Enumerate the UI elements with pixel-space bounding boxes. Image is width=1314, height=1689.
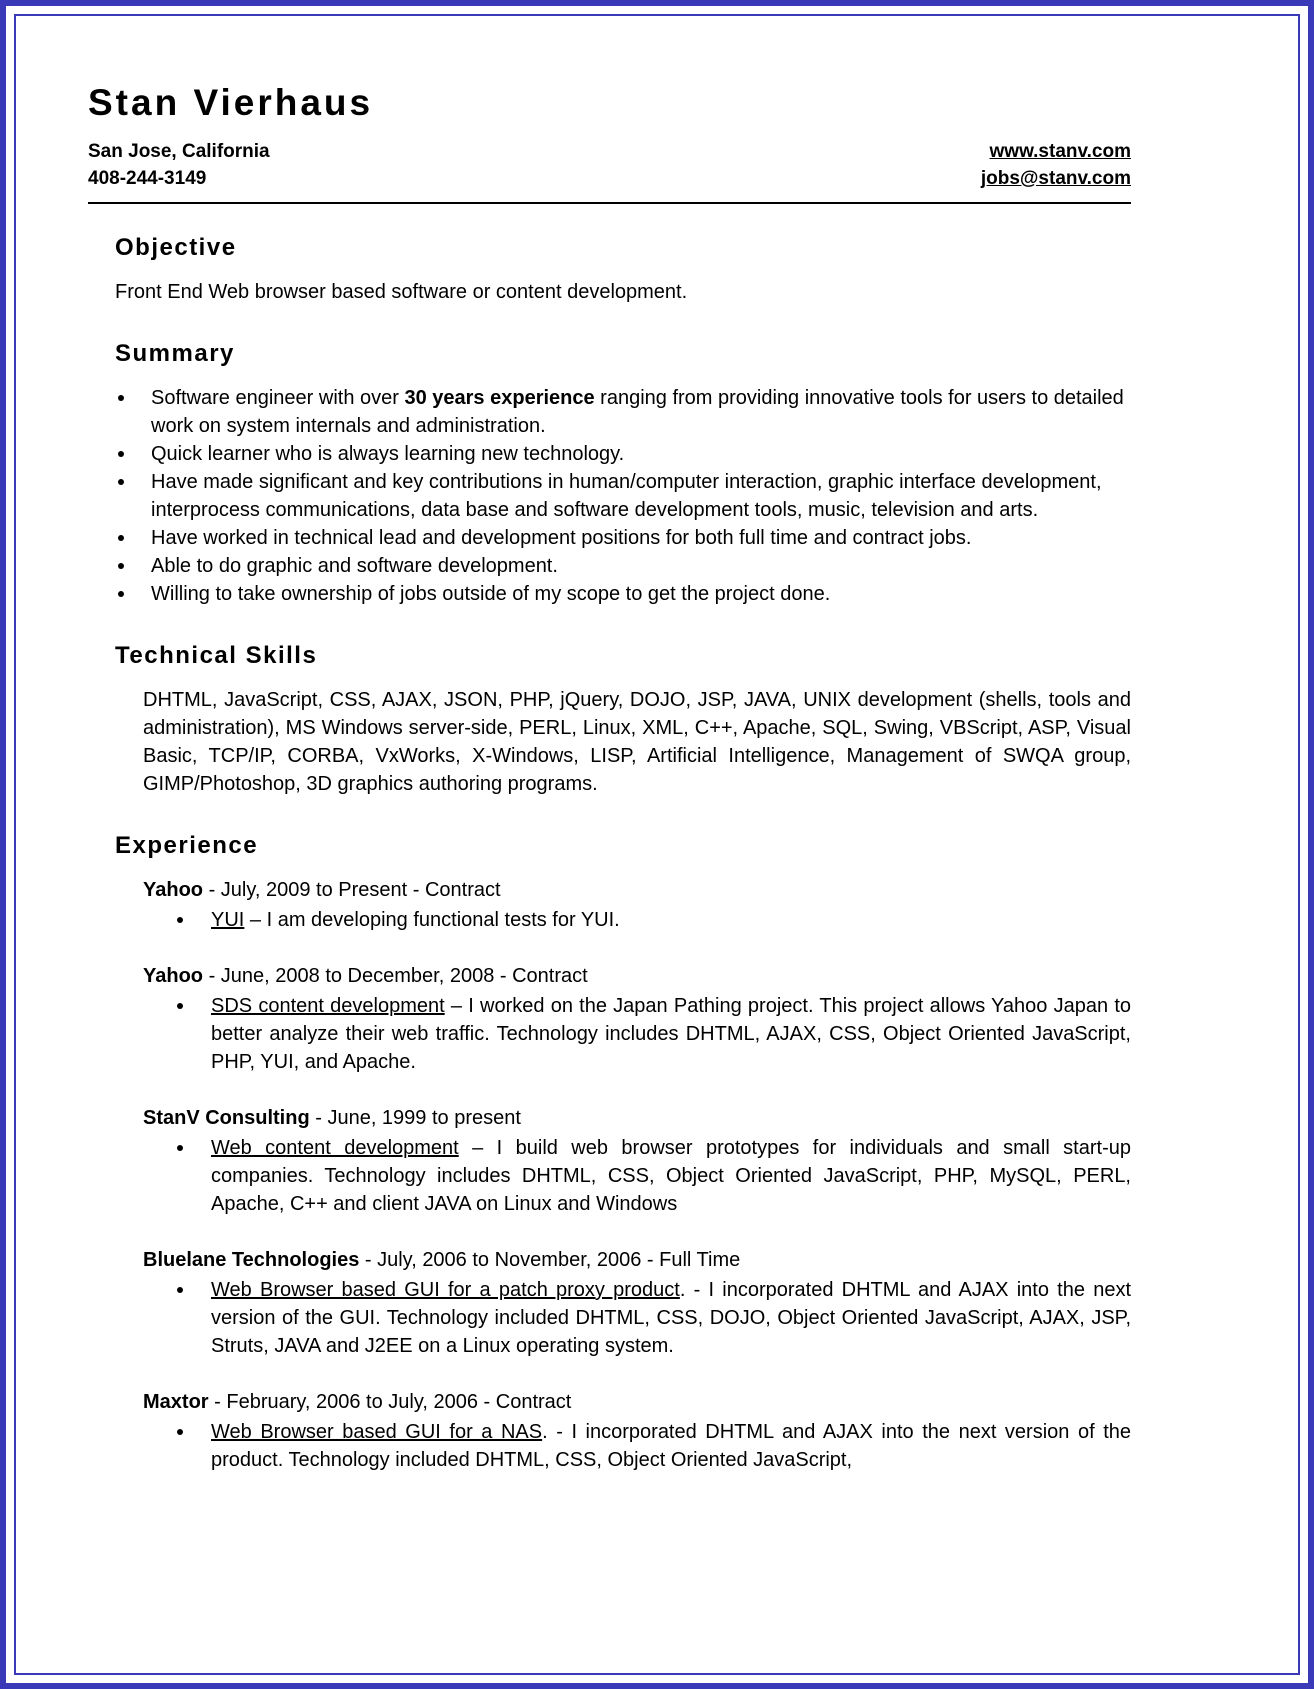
job-title-line <box>143 1246 1131 1274</box>
objective-heading: Objective <box>115 234 237 261</box>
job-bullet-text: – I worked on the Japan Pathing project. This project allows Yahoo Japan to better analyze their web traffic. Technology includes DHTML, AJAX, CSS, Object Oriented JavaScript, PHP, YUI, and Apache. <box>211 995 1131 1073</box>
header-divider <box>88 202 1131 204</box>
experience-job <box>143 876 1131 934</box>
job-bullet-list <box>177 992 1131 1076</box>
job-bullet <box>177 1134 1131 1218</box>
summary-bullet-list <box>115 384 1131 608</box>
experience-job <box>143 1104 1131 1218</box>
job-bullet-text: . - I incorporated DHTML and AJAX into the next version of the GUI. Technology included DHTML, CSS, DOJO, Object Oriented JavaScript, AJAX, JSP, Struts, JAVA and J2EE on a Linux operating system. <box>211 1279 1131 1357</box>
resume-document <box>88 82 1131 1474</box>
summary-bullet-text: Software engineer with over <box>151 387 405 409</box>
job-title-line <box>143 876 1131 904</box>
contact-right <box>981 138 1131 192</box>
job-bullet-list <box>177 1134 1131 1218</box>
job-title-line <box>143 962 1131 990</box>
summary-bullet-bold: 30 years experience <box>404 387 595 409</box>
objective-section <box>115 234 1131 306</box>
job-bullet <box>177 906 1131 934</box>
person-name: Stan Vierhaus <box>88 82 374 123</box>
job-bullet-link[interactable]: Web Browser based GUI for a patch proxy product <box>211 1279 680 1301</box>
job-bullet-text: – I am developing functional tests for YUI. <box>244 909 620 931</box>
experience-heading: Experience <box>115 832 259 859</box>
job-bullet-list <box>177 906 1131 934</box>
resume-header <box>88 82 1131 204</box>
website-link[interactable]: www.stanv.com <box>989 141 1131 162</box>
company-name: Bluelane Technologies <box>143 1249 360 1271</box>
summary-bullet <box>115 384 1131 440</box>
summary-bullet: Able to do graphic and software development. <box>115 552 1131 580</box>
experience-job <box>143 1246 1131 1360</box>
job-bullet-list <box>177 1418 1131 1474</box>
experience-section <box>115 832 1131 1474</box>
job-bullet-text: . - I incorporated DHTML and AJAX into the next version of the product. Technology included DHTML, CSS, Object Oriented JavaScript, <box>211 1421 1132 1471</box>
company-name: StanV Consulting <box>143 1107 310 1129</box>
contact-left <box>88 138 270 192</box>
company-name: Maxtor <box>143 1391 209 1413</box>
job-dates: - July, 2009 to Present - Contract <box>203 879 501 901</box>
summary-bullet: Have made significant and key contributions in human/computer interaction, graphic interface development, interprocess communications, data base and software development tools, music, television and arts. <box>115 468 1131 524</box>
summary-bullet: Quick learner who is always learning new technology. <box>115 440 1131 468</box>
job-dates: - June, 1999 to present <box>309 1107 521 1129</box>
experience-job <box>143 962 1131 1076</box>
email-link[interactable]: jobs@stanv.com <box>980 168 1131 189</box>
job-dates: - July, 2006 to November, 2006 - Full Time <box>359 1249 741 1271</box>
company-name: Yahoo <box>143 879 204 901</box>
job-bullet-text: – I build web browser prototypes for individuals and small start-up companies. Technology includes DHTML, CSS, Object Oriented JavaScript, PHP, MySQL, PERL, Apache, C++ and client JAVA on Linux and Windows <box>211 1137 1131 1215</box>
experience-job <box>143 1388 1131 1474</box>
summary-bullet-text: ranging from providing innovative tools for users to detailed work on system internals and administration. <box>151 387 1124 437</box>
technical-skills-section <box>115 642 1131 798</box>
contact-row <box>88 138 1131 192</box>
job-bullet-list <box>177 1276 1131 1360</box>
job-dates: - February, 2006 to July, 2006 - Contract <box>208 1391 572 1413</box>
summary-bullet: Willing to take ownership of jobs outside of my scope to get the project done. <box>115 580 1131 608</box>
technical-skills-heading: Technical Skills <box>115 642 318 669</box>
job-bullet <box>177 1418 1131 1474</box>
job-bullet <box>177 1276 1131 1360</box>
objective-text: Front End Web browser based software or content development. <box>115 281 688 303</box>
location-text: San Jose, California <box>88 141 270 162</box>
technical-skills-text: DHTML, JavaScript, CSS, AJAX, JSON, PHP, jQuery, DOJO, JSP, JAVA, UNIX development (shells, tools and administration), MS Windows server-side, PERL, Linux, XML, C++, Apache, SQL, Swing, VBScript, ASP, Visual Basic, TCP/IP, CORBA, VxWorks, X-Windows, LISP, Artificial Intelligence, Management of SWQA group, GIMP/Photoshop, 3D graphics authoring programs. <box>143 689 1131 795</box>
summary-heading: Summary <box>115 340 235 367</box>
company-name: Yahoo <box>143 965 204 987</box>
job-dates: - June, 2008 to December, 2008 - Contract <box>203 965 588 987</box>
job-bullet-link[interactable]: Web content development <box>211 1137 459 1159</box>
phone-text: 408-244-3149 <box>88 168 207 189</box>
summary-section <box>115 340 1131 608</box>
summary-bullet: Have worked in technical lead and development positions for both full time and contract jobs. <box>115 524 1131 552</box>
job-bullet-link[interactable]: Web Browser based GUI for a NAS <box>211 1421 543 1443</box>
job-title-line <box>143 1104 1131 1132</box>
job-title-line <box>143 1388 1131 1416</box>
job-bullet-link[interactable]: SDS content development <box>211 995 445 1017</box>
job-bullet-link[interactable]: YUI <box>211 909 245 931</box>
job-bullet <box>177 992 1131 1076</box>
